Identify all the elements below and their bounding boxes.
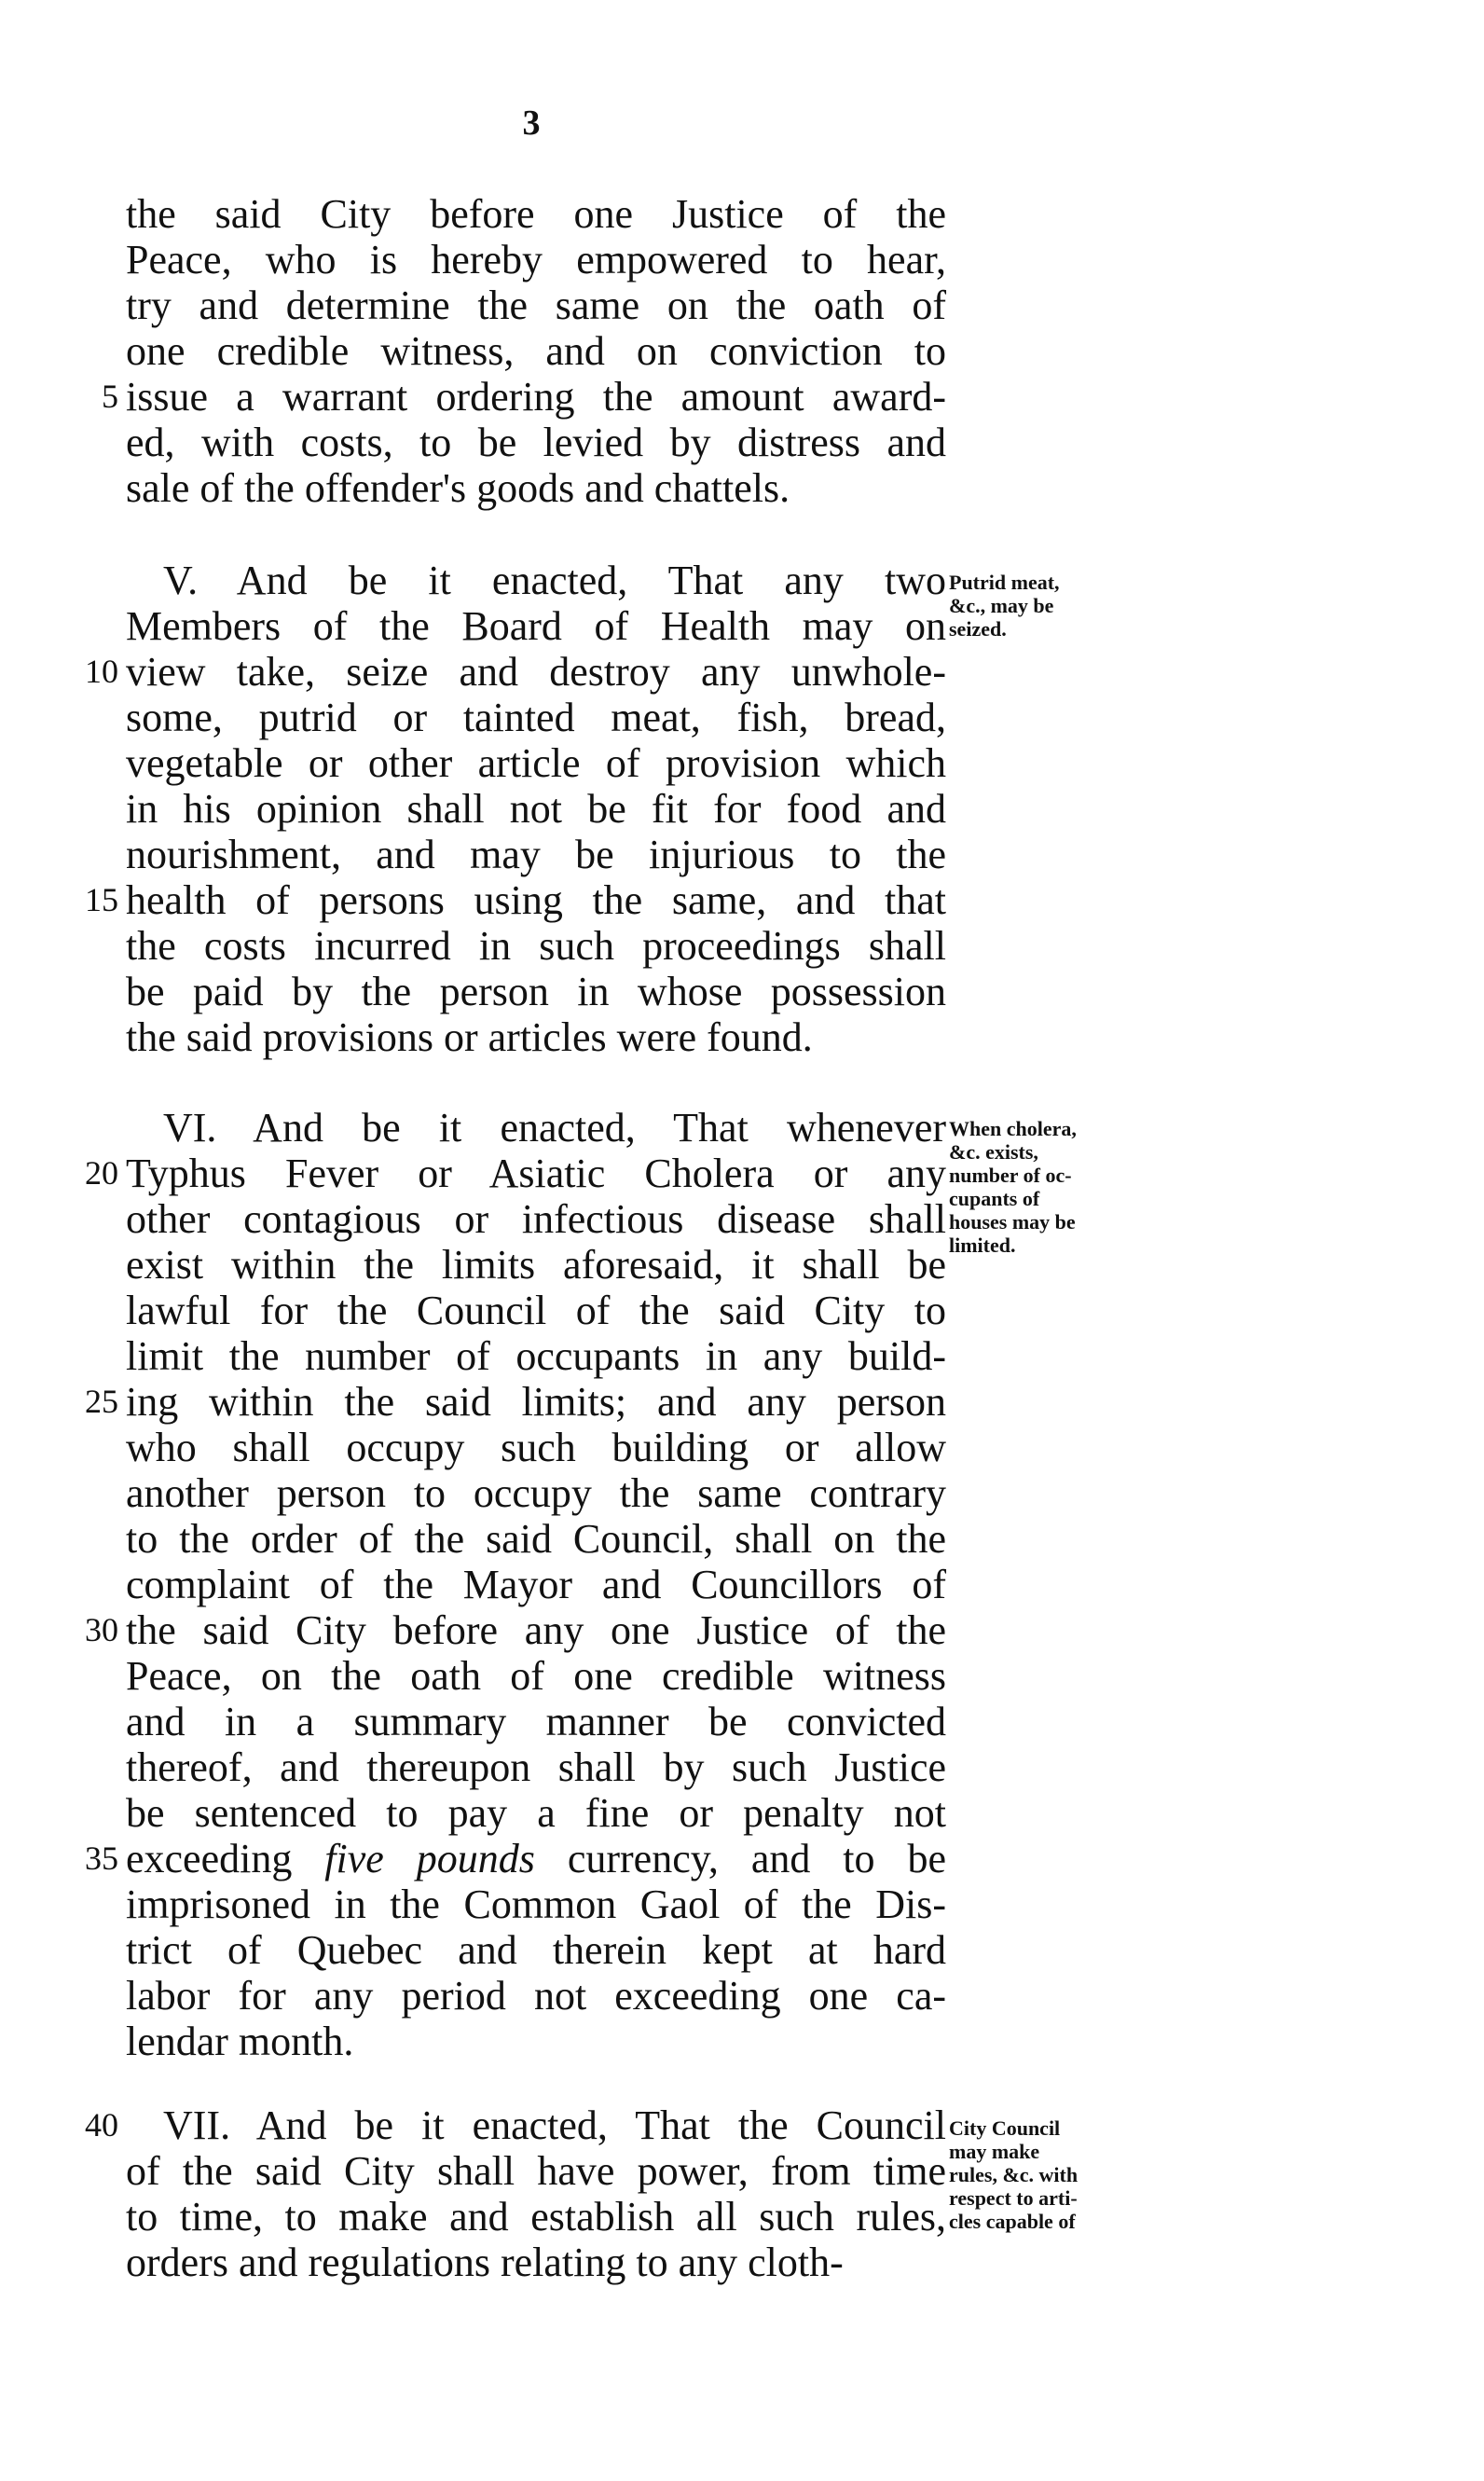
line-number: 5 — [102, 378, 118, 415]
margin-note-line: rules, &c. with — [949, 2163, 1079, 2186]
text-line: vegetable or other article of provision which — [126, 740, 946, 786]
text-line: who shall occupy such building or allow — [126, 1425, 946, 1470]
text-line: VI. And be it enacted, That whenever — [163, 1105, 946, 1151]
text-line: VII. And be it enacted, That the Council — [163, 2102, 946, 2148]
margin-note-line: cupants of — [949, 1187, 1040, 1210]
margin-note-line: When cholera, — [949, 1117, 1077, 1140]
text-line: exceeding five pounds currency, and to be — [126, 1836, 947, 1881]
text-line: Members of the Board of Health may on — [126, 603, 946, 649]
text-line: the said City before one Justice of the — [126, 191, 946, 237]
line-number: 20 — [85, 1154, 118, 1192]
line-number: 35 — [85, 1840, 118, 1877]
paragraph-clause-end — [126, 191, 946, 511]
text-line: the said provisions or articles were found. — [126, 1014, 813, 1060]
text-line: ed, with costs, to be levied by distress and — [126, 420, 946, 465]
line-number: 30 — [85, 1611, 118, 1648]
text-line: Peace, who is hereby empowered to hear, — [126, 237, 946, 283]
line-number: 15 — [85, 881, 118, 918]
text-line: ing within the said limits; and any person — [126, 1379, 946, 1425]
text-line: the costs incurred in such proceedings shall — [126, 923, 946, 969]
text-line: one credible witness, and on conviction to — [126, 328, 946, 374]
text-line: limit the number of occupants in any build- — [126, 1333, 946, 1379]
text-line: complaint of the Mayor and Councillors of — [126, 1562, 946, 1607]
page-number: 3 — [522, 103, 541, 143]
text-line: trict of Quebec and therein kept at hard — [126, 1927, 946, 1973]
text-line: Typhus Fever or Asiatic Cholera or any — [126, 1151, 946, 1196]
text-line: be paid by the person in whose possession — [126, 969, 946, 1014]
line-number: 25 — [85, 1383, 118, 1420]
text-line: health of persons using the same, and that — [126, 877, 946, 923]
text-line: lawful for the Council of the said City to — [126, 1288, 946, 1333]
margin-note-line: cles capable of — [949, 2210, 1076, 2233]
margin-note-line: &c. exists, — [949, 1140, 1038, 1164]
margin-note-line: &c., may be — [949, 594, 1054, 617]
margin-note-line: seized. — [949, 617, 1007, 641]
margin-note-line: respect to arti- — [949, 2186, 1078, 2210]
text-line: issue a warrant ordering the amount award- — [126, 374, 946, 420]
margin-note-line: houses may be — [949, 1210, 1076, 1234]
text-line: Peace, on the oath of one credible witness — [126, 1653, 946, 1699]
text-line: another person to occupy the same contrary — [126, 1470, 946, 1516]
text-line: orders and regulations relating to any cloth- — [126, 2240, 844, 2285]
paragraph-section-v — [126, 558, 946, 1060]
margin-note-line: number of oc- — [949, 1164, 1072, 1187]
margin-note-city-council — [949, 2116, 1135, 2233]
text-line: thereof, and thereupon shall by such Justice — [126, 1744, 946, 1790]
text-line: in his opinion shall not be fit for food and — [126, 786, 946, 832]
text-line: nourishment, and may be injurious to the — [126, 832, 946, 877]
text-line: some, putrid or tainted meat, fish, bread, — [126, 695, 946, 740]
text-line: and in a summary manner be convicted — [126, 1699, 946, 1744]
text-line: to time, to make and establish all such rules, — [126, 2194, 946, 2240]
text-line: imprisoned in the Common Gaol of the Dis- — [126, 1881, 946, 1927]
text-line: V. And be it enacted, That any two — [163, 558, 946, 603]
text-line: to the order of the said Council, shall on the — [126, 1516, 946, 1562]
line-number: 40 — [85, 2106, 118, 2143]
margin-note-putrid-meat — [949, 571, 1135, 641]
margin-note-line: City Council — [949, 2116, 1061, 2140]
emphasis: five pounds — [324, 1836, 535, 1881]
text-line: try and determine the same on the oath of — [126, 283, 946, 328]
margin-note-line: Putrid meat, — [949, 571, 1060, 594]
text-line: labor for any period not exceeding one ca- — [126, 1973, 946, 2019]
margin-note-line: limited. — [949, 1234, 1016, 1257]
text-line: view take, seize and destroy any unwhole- — [126, 649, 946, 695]
paragraph-section-vii — [126, 2102, 946, 2285]
text-line: sale of the offender's goods and chattels. — [126, 465, 790, 511]
text-line: be sentenced to pay a fine or penalty not — [126, 1790, 946, 1836]
line-number: 10 — [85, 653, 118, 690]
text-line: lendar month. — [126, 2019, 354, 2064]
margin-note-cholera — [949, 1117, 1135, 1257]
margin-note-line: may make — [949, 2140, 1040, 2163]
text-line: other contagious or infectious disease shall — [126, 1196, 946, 1242]
text-line: the said City before any one Justice of the — [126, 1607, 946, 1653]
text-line: exist within the limits aforesaid, it shall be — [126, 1242, 946, 1288]
text-line: of the said City shall have power, from time — [126, 2148, 946, 2194]
paragraph-section-vi — [126, 1105, 946, 2064]
